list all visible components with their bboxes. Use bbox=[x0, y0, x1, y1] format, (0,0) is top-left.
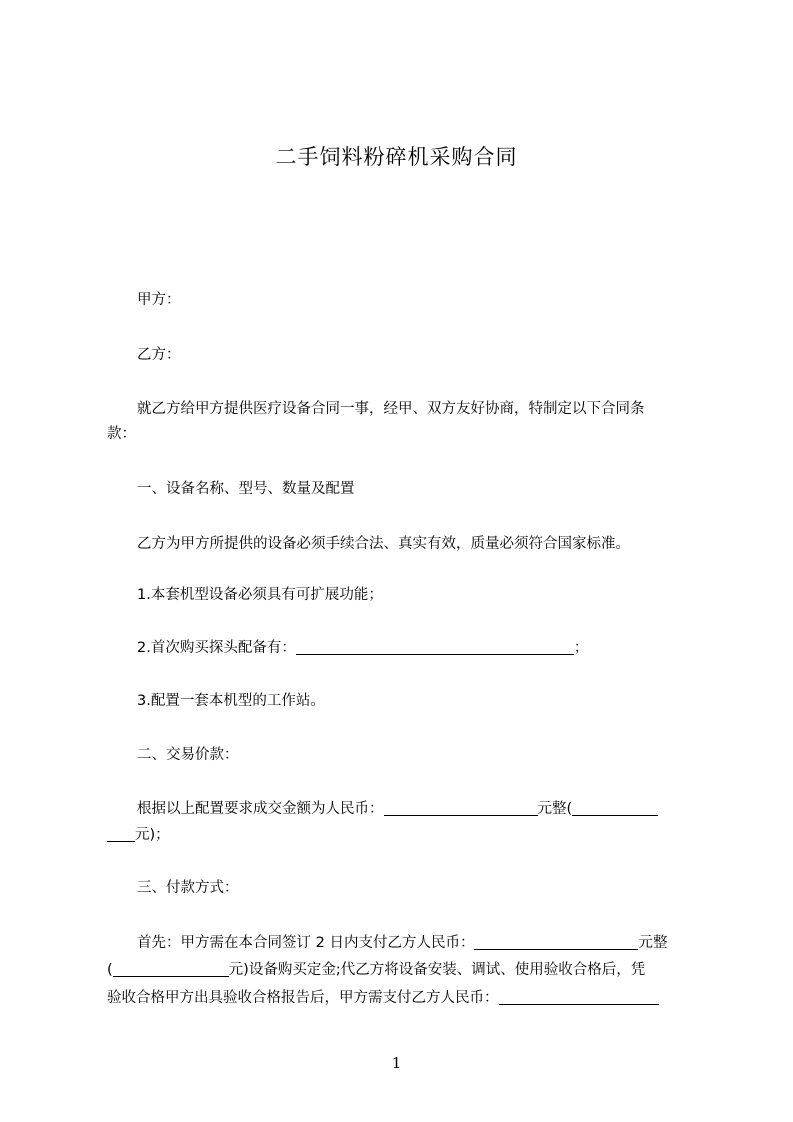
intro-line-2: 款： bbox=[107, 426, 136, 442]
item-1: 1.本套机型设备必须具有可扩展功能； bbox=[137, 587, 383, 603]
price-line-1-prefix: 根据以上配置要求成交金额为人民币： bbox=[137, 801, 384, 817]
contract-title: 二手饲料粉碎机采购合同 bbox=[275, 145, 518, 169]
item-2-suffix: ； bbox=[573, 640, 589, 656]
deposit-amount-blank bbox=[474, 933, 638, 950]
price-line-2 bbox=[107, 820, 707, 850]
probe-blank-field bbox=[296, 638, 574, 655]
final-payment-blank bbox=[499, 988, 659, 1005]
price-line-1-mid: 元整( bbox=[537, 801, 573, 817]
payment-line-1-prefix: 首先：甲方需在本合同签订 2 日内支付乙方人民币： bbox=[137, 935, 475, 951]
payment-line-2-prefix: ( bbox=[107, 962, 113, 978]
section-3-heading: 三、付款方式： bbox=[137, 880, 239, 896]
price-amount-blank bbox=[384, 799, 538, 816]
payment-line-2 bbox=[107, 955, 707, 985]
deposit-words-blank bbox=[113, 960, 229, 977]
price-words-blank-part2 bbox=[107, 825, 135, 842]
price-line-2-suffix: 元)； bbox=[135, 827, 170, 843]
payment-line-3 bbox=[107, 983, 707, 1013]
item-2 bbox=[137, 633, 737, 663]
price-words-blank-part1 bbox=[572, 799, 658, 816]
page-number: 1 bbox=[391, 1054, 402, 1072]
party-b-label: 乙方： bbox=[137, 347, 181, 363]
payment-line-3-prefix: 验收合格甲方出具验收合格报告后，甲方需支付乙方人民币： bbox=[107, 990, 499, 1006]
intro-line-1: 就乙方给甲方提供医疗设备合同一事，经甲、双方友好协商，特制定以下合同条 bbox=[137, 401, 645, 417]
section-2-heading: 二、交易价款： bbox=[137, 747, 239, 763]
payment-line-2-suffix: 元)设备购买定金;代乙方将设备安装、调试、使用验收合格后，凭 bbox=[228, 962, 646, 978]
payment-line-1 bbox=[137, 928, 737, 958]
item-2-prefix: 2.首次购买探头配备有： bbox=[137, 640, 296, 656]
section-1-heading: 一、设备名称、型号、数量及配置 bbox=[137, 481, 355, 497]
item-3: 3.配置一套本机型的工作站。 bbox=[137, 693, 325, 709]
party-a-label: 甲方： bbox=[137, 292, 181, 308]
section-1-text: 乙方为甲方所提供的设备必须手续合法、真实有效，质量必须符合国家标准。 bbox=[137, 536, 630, 552]
payment-line-1-suffix: 元整 bbox=[638, 935, 668, 951]
